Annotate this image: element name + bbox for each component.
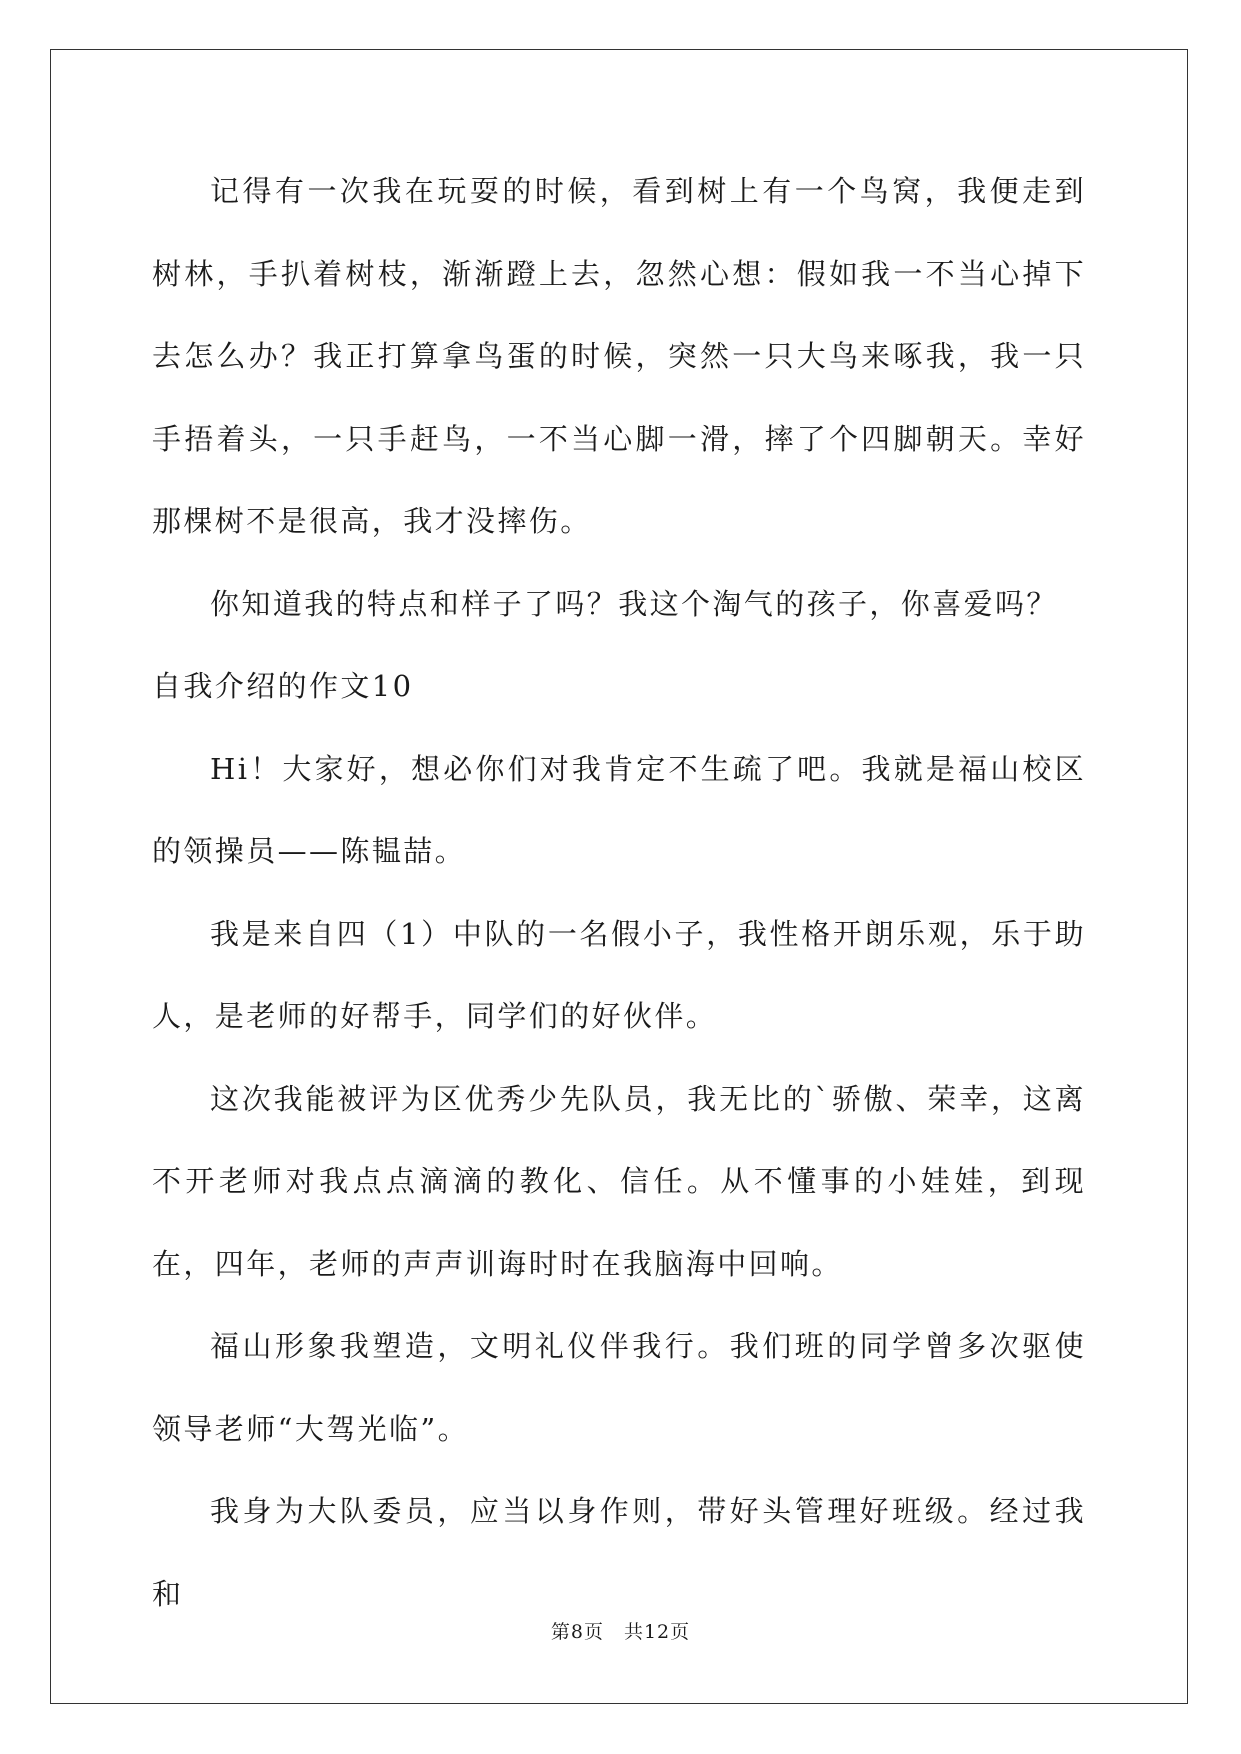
- paragraph-honor: 这次我能被评为区优秀少先队员，我无比的`骄傲、荣幸，这离不开老师对我点点滴滴的教化、信任。从不懂事的小娃娃，到现在，四年，老师的声声训诲时时在我脑海中回响。: [152, 1081, 1086, 1281]
- paragraph-self-description: 我是来自四（1）中队的一名假小子，我性格开朗乐观，乐于助人，是老师的好帮手，同学们的好伙伴。: [152, 916, 1086, 1033]
- paragraph-greeting: Hi！大家好，想必你们对我肯定不生疏了吧。我就是福山校区的领操员——陈韫喆。: [152, 751, 1086, 868]
- essay-heading: 自我介绍的作文10: [152, 669, 414, 703]
- document-body: [152, 150, 1086, 1635]
- page-number-footer: 第8页 共12页: [550, 1621, 691, 1643]
- paragraph-duty: 我身为大队委员，应当以身作则，带好头管理好班级。经过我和: [152, 1494, 1086, 1611]
- paragraph-bird-nest-story: 记得有一次我在玩耍的时候，看到树上有一个鸟窝，我便走到树林，手扒着树枝，渐渐蹬上去，忽然心想：假如我一不当心掉下去怎么办？我正打算拿鸟蛋的时候，突然一只大鸟来啄我，我一只手捂着头，一只手赶鸟，一不当心脚一滑，摔了个四脚朝天。幸好那棵树不是很高，我才没摔伤。: [152, 174, 1086, 538]
- paragraph-etiquette: 福山形象我塑造，文明礼仪伴我行。我们班的同学曾多次驱使领导老师“大驾光临”。: [152, 1329, 1086, 1446]
- paragraph-closing-question: 你知道我的特点和样子了吗？我这个淘气的孩子，你喜爱吗？: [210, 586, 1058, 621]
